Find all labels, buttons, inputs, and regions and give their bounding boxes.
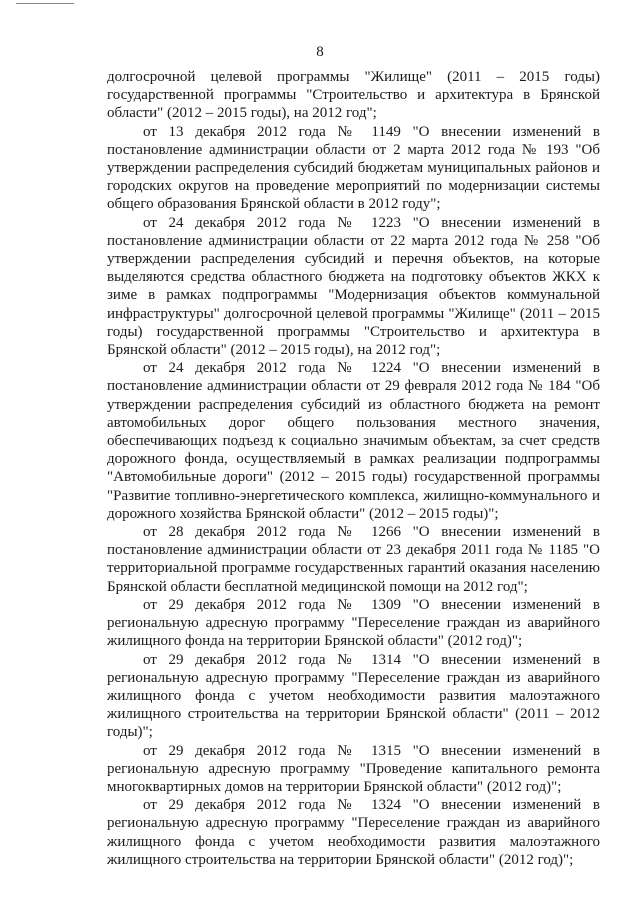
paragraph-decree-1314: от 29 декабря 2012 года № 1314 "О внесении изменений в региональную адресную программу "Переселение граждан из аварийного жилищного фонда с учетом необходимости развития малоэтажного жилищного строительства на территории Брянской области" (2011 – 2012 годы)";: [107, 651, 600, 741]
paragraph-decree-1149: от 13 декабря 2012 года № 1149 "О внесении изменений в постановление администрации области от 2 марта 2012 года № 193 "Об утверждении распределения субсидий бюджетам муниципальных районов и городских округов на проведение мероприятий по модернизации системы общего образования Брянской области в 2012 году";: [107, 123, 600, 213]
paragraph-decree-1315: от 29 декабря 2012 года № 1315 "О внесении изменений в региональную адресную программу "Проведение капитального ремонта многоквартирных домов на территории Брянской области" (2012 год)";: [107, 742, 600, 795]
paragraph-decree-1309: от 29 декабря 2012 года № 1309 "О внесении изменений в региональную адресную программу "Переселение граждан из аварийного жилищного фонда на территории Брянской области" (2012 год)";: [107, 596, 600, 650]
paragraph-decree-1324: от 29 декабря 2012 года № 1324 "О внесении изменений в региональную адресную программу "Переселение граждан из аварийного жилищного фонда с учетом необходимости развития малоэтажного жилищного строительства на территории Брянской области" (2012 год)";: [107, 797, 600, 868]
document-body: [107, 68, 600, 869]
paragraph-continuation: долгосрочной целевой программы "Жилище" (2011 – 2015 годы) государственной программы "Строительство и архитектура в Брянской области" (2012 – 2015 годы), на 2012 год";: [107, 69, 600, 122]
paragraph-decree-1266: от 28 декабря 2012 года № 1266 "О внесении изменений в постановление администрации области от 23 декабря 2011 года № 1185 "О территориальной программе государственных гарантий оказания населению Брянской области бесплатной медицинской помощи на 2012 год";: [107, 524, 600, 595]
paragraph-decree-1224: от 24 декабря 2012 года № 1224 "О внесении изменений в постановление администрации области от 29 февраля 2012 года № 184 "Об утверждении распределения субсидий из областного бюджета на ремонт автомобильных дорог общего пользования местного значения, обеспечивающих подъезд к социально значимым объектам, за счет средств дорожного фонда, осуществляемый в рамках реализации подпрограммы "Автомобильные дороги" (2012 – 2015 годы) государственной программы "Развитие топливно-энергетического комплекса, жилищно-коммунального и дорожного хозяйства Брянской области" (2012 – 2015 годы)";: [107, 360, 600, 522]
page-number: 8: [316, 44, 324, 60]
paragraph-decree-1223: от 24 декабря 2012 года № 1223 "О внесении изменений в постановление администрации области от 22 марта 2012 года № 258 "Об утверждении распределения субсидий и перечня объектов, на которые выделяются средства областного бюджета на подготовку объектов ЖКХ к зиме в рамках подпрограммы "Модернизация объектов коммунальной инфраструктуры" долгосрочной целевой программы "Жилище" (2011 – 2015 годы) государственной программы "Строительство и архитектура в Брянской области" (2012 – 2015 годы), на 2012 год";: [107, 214, 600, 359]
scan-corner-line: [16, 3, 74, 4]
